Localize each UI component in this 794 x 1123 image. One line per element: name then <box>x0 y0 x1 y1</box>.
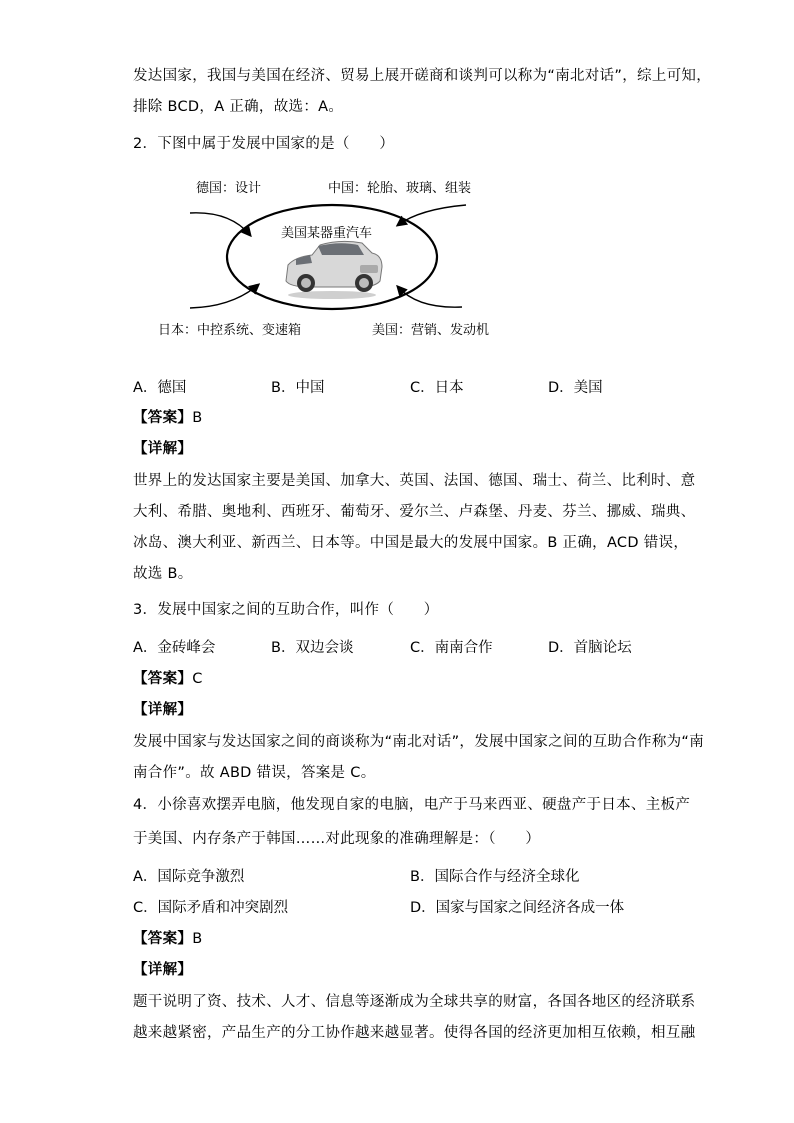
q2-answer <box>133 408 202 428</box>
answer-value: B <box>192 931 203 947</box>
question-4-cont: 于美国、内存条产于韩国……对此现象的准确理解是：（ ） <box>133 831 541 847</box>
q3-option-b: B．双边会谈 <box>271 640 354 656</box>
q2-detail-label: 【详解】 <box>133 441 193 457</box>
question-2: 2．下图中属于发展中国家的是（ ） <box>133 136 395 152</box>
text-line: 发展中国家与发达国家之间的商谈称为“南北对话”，发展中国家之间的互助合作称为“南 <box>133 734 705 750</box>
car-production-diagram <box>150 175 500 345</box>
label-usa: 美国：营销、发动机 <box>372 323 490 338</box>
answer-label: 【答案】 <box>133 410 193 426</box>
diagram-graphic <box>150 175 500 345</box>
question-3: 3．发展中国家之间的互助合作，叫作（ ） <box>133 602 439 618</box>
text-line: 题干说明了资、技术、人才、信息等逐渐成为全球共享的财富，各国各地区的经济联系 <box>133 994 696 1010</box>
q4-option-a: A．国际竞争激烈 <box>133 869 245 885</box>
q4-option-b: B．国际合作与经济全球化 <box>410 869 580 885</box>
text-line: 发达国家，我国与美国在经济、贸易上展开磋商和谈判可以称为“南北对话”，综上可知， <box>133 68 712 84</box>
text-line: 冰岛、澳大利亚、新西兰、日本等。中国是最大的发展中国家。B 正确，ACD 错误， <box>133 535 689 551</box>
text-line: 南合作”。故 ABD 错误，答案是 C。 <box>133 765 376 781</box>
q3-option-a: A．金砖峰会 <box>133 640 216 656</box>
q4-answer <box>133 929 202 949</box>
text-line: 越来越紧密，产品生产的分工协作越来越显著。使得各国的经济更加相互依赖，相互融 <box>133 1025 696 1041</box>
q2-option-a: A．德国 <box>133 380 187 396</box>
q2-option-d: D．美国 <box>548 380 603 396</box>
q2-option-c: C．日本 <box>410 380 464 396</box>
q3-option-c: C．南南合作 <box>410 640 493 656</box>
arrow-usa <box>398 287 462 307</box>
answer-value: B <box>192 410 203 426</box>
car-icon <box>286 241 382 299</box>
text-line: 世界上的发达国家主要是美国、加拿大、英国、法国、德国、瑞士、荷兰、比利时、意 <box>133 473 696 489</box>
text-line: 大利、希腊、奥地利、西班牙、葡萄牙、爱尔兰、卢森堡、丹麦、芬兰、挪威、瑞典、 <box>133 504 696 520</box>
q2-option-b: B．中国 <box>271 380 325 396</box>
q3-option-d: D．首脑论坛 <box>548 640 632 656</box>
answer-value: C <box>192 671 203 687</box>
q4-detail-label: 【详解】 <box>133 962 193 978</box>
q4-option-c: C．国际矛盾和冲突剧烈 <box>133 900 289 916</box>
label-germany: 德国：设计 <box>196 181 262 196</box>
answer-label: 【答案】 <box>133 671 193 687</box>
q3-detail-label: 【详解】 <box>133 702 193 718</box>
label-center: 美国某器重汽车 <box>281 226 373 241</box>
q3-answer <box>133 669 203 689</box>
question-4: 4．小徐喜欢摆弄电脑，他发现自家的电脑，电产于马来西亚、硬盘产于日本、主板产 <box>133 797 691 813</box>
label-japan: 日本：中控系统、变速箱 <box>158 323 302 338</box>
answer-label: 【答案】 <box>133 931 193 947</box>
text-line: 故选 B。 <box>133 566 193 582</box>
q4-option-d: D．国家与国家之间经济各成一体 <box>410 900 625 916</box>
label-china: 中国：轮胎、玻璃、组装 <box>328 181 472 196</box>
text-line: 排除 BCD，A 正确，故选：A。 <box>133 99 344 115</box>
